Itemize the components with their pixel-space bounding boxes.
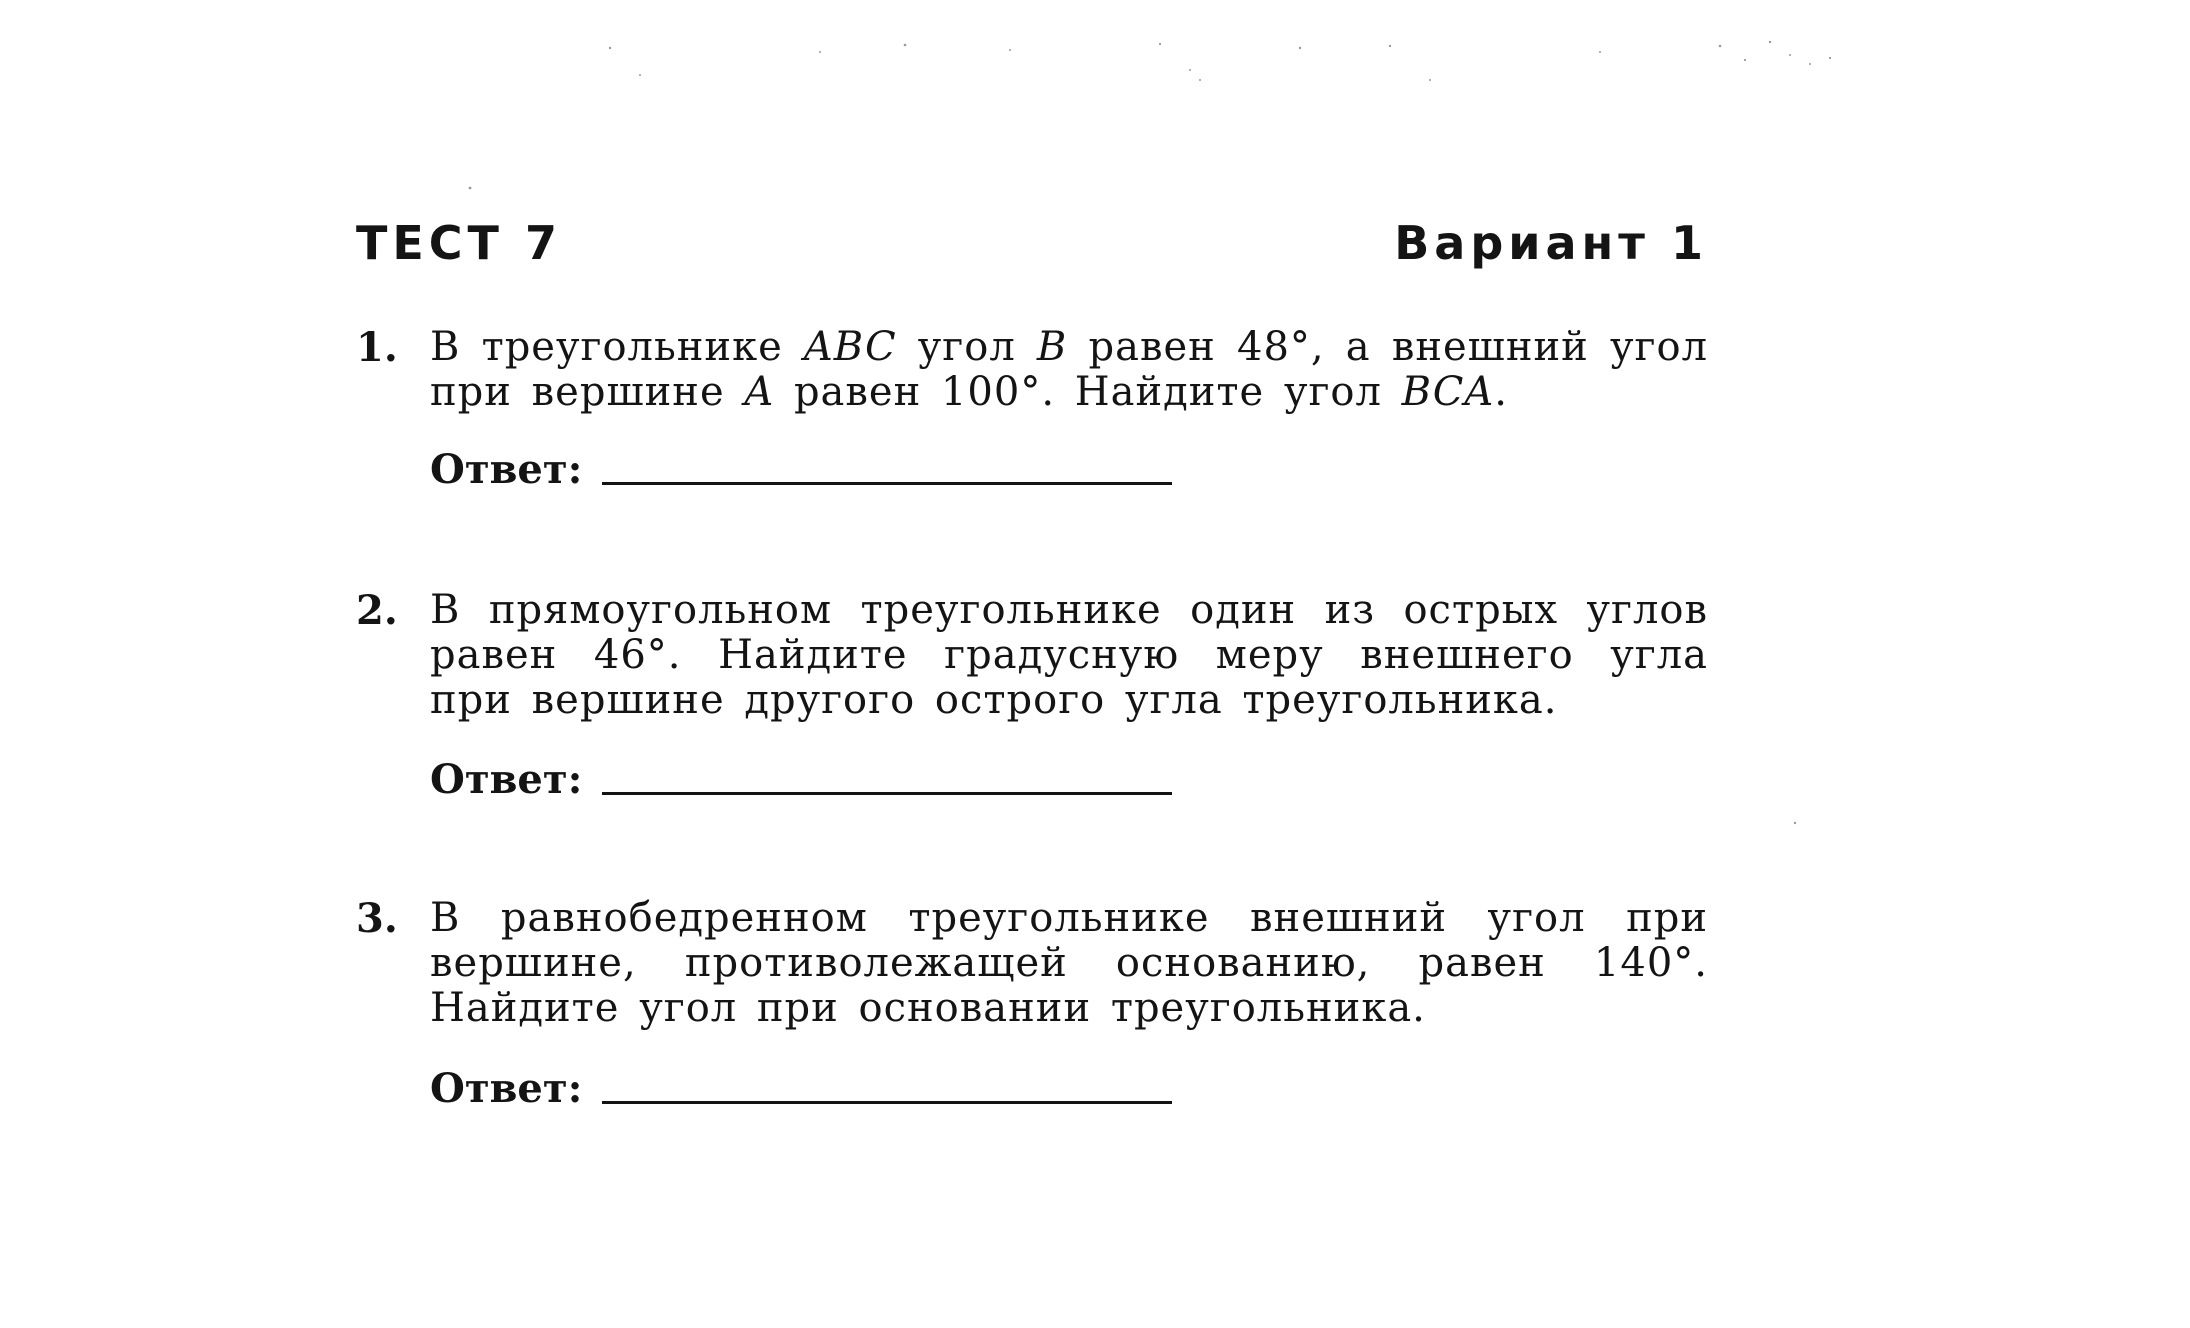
test-title: ТЕСТ 7 [356,216,562,270]
answer-blank[interactable] [602,482,1172,485]
answer-blank[interactable] [602,792,1172,795]
task-3 [356,895,1708,1112]
answer-label: Ответ: [430,446,583,493]
task-number: 3. [356,895,398,942]
task-1 [356,324,1709,493]
answer-row [430,445,1172,495]
task-2 [356,587,1708,803]
answer-blank[interactable] [602,1101,1172,1104]
answer-label: Ответ: [430,1065,583,1112]
answer-row [430,1064,1172,1114]
answer-label: Ответ: [430,756,583,803]
test-header [356,208,1708,278]
task-number: 2. [356,587,398,634]
task-number: 1. [356,324,398,371]
variant-label: Вариант 1 [1394,216,1708,270]
task-text: В треугольнике ABC угол B равен 48°, а внешний угол при вершине A равен 100°. Найдите угол BCA. [430,324,1709,415]
task-text: В равнобедренном треугольнике внешний угол при вершине, противолежащей основанию, равен 140°. Найдите угол при основании треугольника. [430,895,1708,1031]
answer-row [430,755,1172,805]
task-text: В прямоугольном треугольнике один из острых углов равен 46°. Найдите градусную меру внешнего угла при вершине другого острого угла треугольника. [430,587,1708,723]
